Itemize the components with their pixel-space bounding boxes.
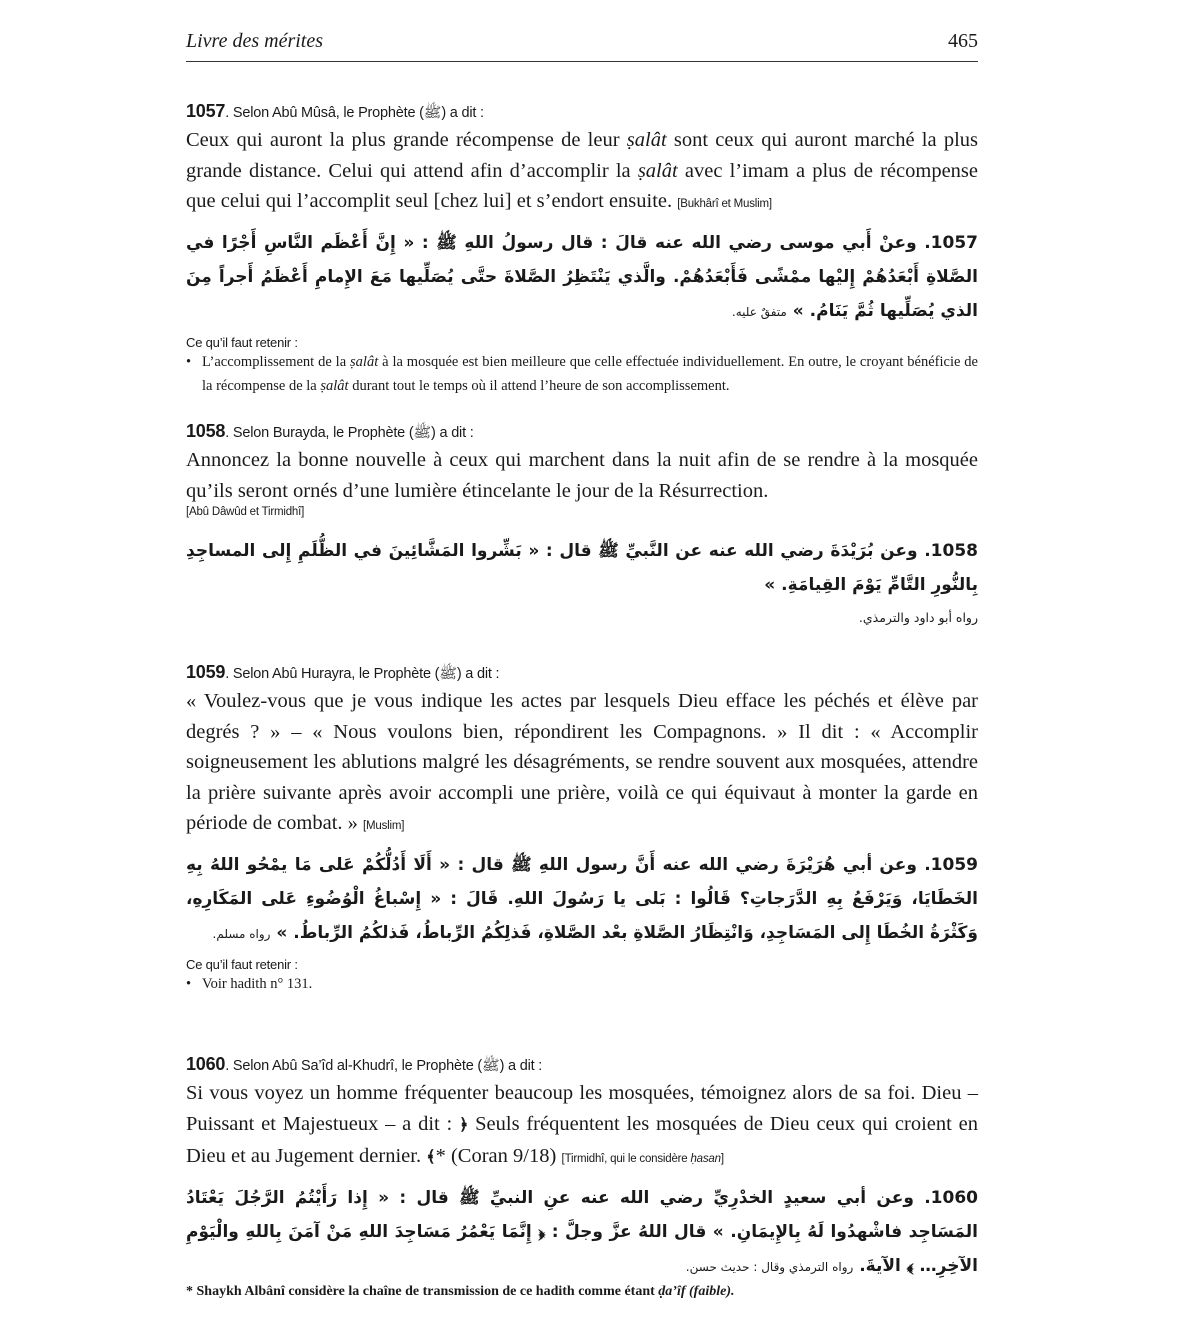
french-translation	[186, 125, 978, 220]
source-reference: [Muslim]	[363, 820, 405, 832]
retenir-heading: Ce qu’il faut retenir :	[186, 956, 298, 972]
text: L’accomplissement de la	[202, 353, 351, 370]
quran-reference: * (Coran 9/18)	[435, 1145, 562, 1167]
arabic-source: رواه الترمذي وقال : حديث حسن.	[685, 1259, 854, 1274]
french-translation: Annoncez la bonne nouvelle à ceux qui marchent dans la nuit afin de se rendre à la mosquée qu’ils seront ornés d’une lumière étincelante le jour de la Résurrection.	[186, 449, 978, 502]
source-reference: [Bukhârî et Muslim]	[677, 198, 772, 210]
hadith-intro	[186, 101, 978, 123]
term-hasan: ḥasan	[690, 1153, 721, 1165]
text: Si vous voyez un homme fréquenter beaucoup les mosquées, témoignez alors de sa foi. Dieu – Puissant et Majestueux – a dit :	[186, 1082, 978, 1135]
text: Ceux qui auront la plus grande récompense de leur	[186, 129, 627, 151]
quran-open-bracket-icon: ﴿	[458, 1116, 469, 1134]
text: Voir hadith n° 131.	[202, 975, 313, 992]
french-translation	[186, 686, 978, 842]
text: ]	[720, 1153, 725, 1165]
hadith-1058	[186, 421, 978, 625]
arabic-body: 1060. وعن أبي سعيدٍ الخدْرِيِّ رضي الله عنه عنِ النبيِّ ﷺ قال : « إِذا رَأَيْتُمُ الرَّجُلَ يَعْتَادُ المَسَاجِد فاشْهدُوا لَهُ بِالإِيمَانِ. » قال اللهُ عزَّ وجلَّ : ﴿ إِنَّمَا يَعْمُرُ مَسَاجِدَ اللهِ مَنْ آمَنَ بِاللهِ والْيَوْمِ الآخِرِ… ﴾ الآيةَ.	[186, 1187, 978, 1276]
hadith-1059	[186, 662, 978, 996]
intro-text: . Selon Abû Hurayra, le Prophète (ﷺ) a dit :	[225, 666, 500, 682]
hadith-intro	[186, 421, 978, 443]
bullet-icon: •	[186, 353, 192, 370]
quran-verse: Seuls fréquentent les mosquées de Dieu ceux qui croient en Dieu et au Jugement dernier.	[186, 1112, 978, 1167]
hadith-1060	[186, 1054, 978, 1284]
source-reference	[561, 1153, 724, 1165]
page-header	[186, 30, 978, 58]
hadith-number: 1057	[186, 101, 226, 121]
term-salat: ṣalât	[637, 159, 678, 182]
french-translation	[186, 1078, 978, 1175]
running-title: Livre des mérites	[186, 30, 324, 52]
text: « Voulez-vous que je vous indique les actes par lesquels Dieu efface les péchés et élève par degrés ? » – « Nous voulons bien, répondirent les Compagnons. » Il dit : « Accomplir soigneusement les ablutions malgré les désagréments, se rendre souvent aux mosquées, attendre la prière suivante après avoir accompli une prière, voilà ce qui équivaut à monter la garde en période de combat. »	[186, 690, 978, 834]
hadith-number: 1060	[186, 1054, 226, 1074]
arabic-source: رواه أبو داود والترمذي.	[858, 610, 978, 625]
term-daif: ḍa’îf	[658, 1284, 686, 1299]
text: à la mosquée est bien meilleure que celle effectuée individuellement. En outre, le croyant bénéficie de la récompense de la	[202, 353, 978, 394]
footnote	[186, 1284, 734, 1300]
hadith-intro	[186, 662, 978, 684]
retenir-bullet	[186, 350, 978, 398]
arabic-source: رواه مسلم.	[212, 926, 271, 941]
arabic-text: 1058. وعن بُرَيْدَةَ رضي الله عنه عن النَّبيِّ ﷺ قال : « بَشِّروا المَشَّائِينَ في الظُّلَمِ إِلى المساجِدِ بِالنُّورِ التَّامِّ يَوْمَ القِيامَةِ. »	[186, 541, 978, 595]
footnote-text: * Shaykh Albânî considère la chaîne de transmission de ce hadith comme étant	[186, 1284, 659, 1299]
intro-text: . Selon Burayda, le Prophète (ﷺ) a dit :	[225, 425, 474, 441]
term-salat: ṣalât	[320, 377, 349, 394]
hadith-number: 1059	[186, 662, 226, 682]
retenir-heading: Ce qu’il faut retenir :	[186, 334, 298, 350]
page-number: 465	[948, 30, 978, 52]
hadith-number: 1058	[186, 421, 226, 441]
intro-text: . Selon Abû Mûsâ, le Prophète (ﷺ) a dit :	[225, 105, 484, 121]
retenir-bullet	[186, 972, 978, 996]
text: durant tout le temps où il attend l’heure de son accomplissement.	[348, 377, 730, 394]
quran-close-bracket-icon: ﴾	[426, 1149, 436, 1166]
footnote-gloss: (faible).	[685, 1284, 735, 1299]
arabic-body: 1059. وعن أبي هُرَيْرَةَ رضي الله عنه أَنَّ رسول اللهِ ﷺ قال : « أَلَا أَدُلُّكُمْ عَلى مَا يمْحُو اللهُ بِهِ الخَطَايَا، وَيَرْفَعُ بِهِ الدَّرَجاتِ؟ قَالُوا : بَلى يا رَسُولَ اللهِ. قَالَ : « إِسْباغُ الْوُضُوءِ عَلى المَكَارِهِ، وَكَثْرَةُ الخُطَا إِلى المَسَاجِدِ، وَانْتِظَارُ الصَّلاةِ بعْد الصَّلاةِ، فَذلِكُمُ الرِّباطُ، فَذلكُمُ الرِّباطُ. »	[186, 854, 978, 943]
term-salat: ṣalât	[350, 353, 379, 370]
source-reference: [Abû Dâwûd et Tirmidhî]	[186, 506, 305, 518]
text: sont ceux qui auront marché la plus grande distance. Celui qui attend afin d’accomplir la	[186, 129, 978, 182]
text: avec l’imam a plus de récompense que celui qui l’accomplit seul [chez lui] et s’endort ensuite.	[186, 159, 978, 212]
arabic-body: 1057. وعنْ أَبي موسى رضي الله عنه قالَ : قال رسولُ اللهِ ﷺ : « إِنَّ أَعْظَم النَّاسِ أَجْرًا في الصَّلاةِ أَبْعَدُهُمْ إِليْها ممْشًى فَأَبْعَدُهُمْ. والَّذي يَنْتَظِرُ الصَّلاةَ حتَّى يُصَلِّيها مَعَ الإِمامِ أَعْظَمُ أَجراً مِنَ الذي يُصَلِّيها ثُمَّ يَنَامُ. »	[186, 232, 978, 321]
arabic-text	[186, 226, 978, 329]
arabic-source: متفقٌ عليه.	[731, 304, 787, 319]
intro-text: . Selon Abû Sa’îd al-Khudrî, le Prophète (ﷺ) a dit :	[225, 1058, 543, 1074]
hadith-1057	[186, 101, 978, 398]
arabic-text	[186, 1181, 978, 1284]
term-salat: ṣalât	[626, 129, 667, 151]
bullet-icon: •	[186, 975, 192, 992]
arabic-text	[186, 848, 978, 951]
header-divider	[186, 61, 978, 62]
text: [Tirmidhî, qui le considère	[561, 1153, 691, 1165]
hadith-intro	[186, 1054, 978, 1076]
